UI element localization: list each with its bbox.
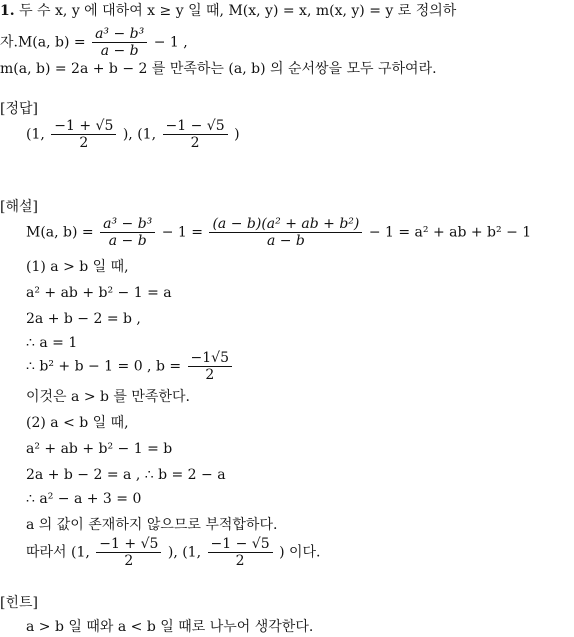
solution-conclusion-fraction-1 — [96, 536, 161, 569]
answer-fraction-2-denominator: 2 — [190, 135, 200, 151]
answer-pair-1-open: (1, — [26, 126, 45, 143]
solution-case-1-line-1: a² + ab + b² − 1 = a — [26, 285, 172, 301]
problem-text-2-prefix: 자.M(a, b) = — [0, 34, 86, 51]
problem-fraction-denominator: a − b — [100, 43, 139, 59]
solution-conclusion-fraction-2-denominator: 2 — [235, 553, 245, 569]
answer-fraction-2 — [163, 118, 228, 151]
solution-eq-fraction-1 — [100, 216, 155, 249]
problem-fraction — [92, 26, 147, 59]
solution-eq-fraction-1-numerator: a³ − b³ — [100, 216, 155, 233]
solution-heading: [해설] — [0, 199, 38, 215]
solution-eq-lhs: M(a, b) = — [26, 224, 94, 241]
problem-line-2 — [0, 26, 188, 59]
solution-case-2: (2) a < b 일 때, — [26, 415, 129, 431]
answer-heading: [정답] — [0, 101, 38, 117]
answer-fraction-1-numerator: −1 + √5 — [51, 118, 116, 135]
solution-eq-mid: − 1 = — [161, 224, 204, 241]
answer-pair-2-open: (1, — [137, 126, 157, 143]
solution-case-1-fraction-denominator: 2 — [205, 367, 215, 383]
solution-eq-fraction-2 — [209, 216, 362, 249]
solution-case-2-line-3: ∴ a² − a + 3 = 0 — [26, 491, 142, 507]
problem-text-2-suffix: − 1 , — [153, 34, 188, 51]
solution-eq-rhs: − 1 = a² + ab + b² − 1 — [368, 224, 532, 241]
answer-pair-1-close: ), — [122, 126, 133, 143]
solution-conclusion-suffix: ) 이다. — [279, 544, 321, 561]
solution-eq-fraction-1-denominator: a − b — [108, 233, 147, 249]
solution-eq-fraction-2-denominator: a − b — [266, 233, 305, 249]
solution-conclusion-fraction-1-numerator: −1 + √5 — [96, 536, 161, 553]
solution-case-1-line-4 — [26, 350, 234, 383]
solution-case-2-line-2: 2a + b − 2 = a , ∴ b = 2 − a — [26, 467, 226, 483]
solution-case-1-line-3: ∴ a = 1 — [26, 335, 78, 351]
solution-conclusion-mid: ), (1, — [167, 544, 202, 561]
solution-case-1-fraction-numerator: −1√5 — [188, 350, 232, 367]
hint-heading: [힌트] — [0, 595, 38, 611]
solution-conclusion — [26, 536, 320, 569]
solution-equation — [26, 216, 531, 249]
solution-case-1-line-4-prefix: ∴ b² + b − 1 = 0 , b = — [26, 358, 182, 375]
solution-case-2-line-1: a² + ab + b² − 1 = b — [26, 441, 173, 457]
hint-text: a > b 일 때와 a < b 일 때로 나누어 생각한다. — [26, 619, 314, 635]
solution-conclusion-fraction-2-numerator: −1 − √5 — [208, 536, 273, 553]
solution-conclusion-prefix: 따라서 (1, — [26, 544, 90, 561]
problem-text-1: 두 수 x, y 에 대하여 x ≥ y 일 때, M(x, y) = x, m(x, y) = y 로 정의하 — [19, 3, 457, 19]
answer-fraction-1-denominator: 2 — [79, 135, 89, 151]
solution-case-1-fraction — [188, 350, 232, 383]
problem-line-1 — [0, 2, 456, 20]
solution-eq-fraction-2-numerator: (a − b)(a² + ab + b²) — [209, 216, 362, 233]
answer-pair-2-close: ) — [234, 126, 240, 143]
problem-line-3: m(a, b) = 2a + b − 2 를 만족하는 (a, b) 의 순서쌍을 모두 구하여라. — [0, 61, 437, 77]
solution-case-1-line-2: 2a + b − 2 = b , — [26, 311, 141, 327]
answer-line — [26, 118, 240, 151]
solution-case-1-line-5: 이것은 a > b 를 만족한다. — [26, 389, 190, 405]
answer-fraction-2-numerator: −1 − √5 — [163, 118, 228, 135]
solution-conclusion-fraction-1-denominator: 2 — [124, 553, 134, 569]
answer-fraction-1 — [51, 118, 116, 151]
solution-case-1: (1) a > b 일 때, — [26, 259, 129, 275]
solution-case-2-line-4: a 의 값이 존재하지 않으므로 부적합하다. — [26, 517, 278, 533]
problem-fraction-numerator: a³ − b³ — [92, 26, 147, 43]
solution-conclusion-fraction-2 — [208, 536, 273, 569]
problem-number: 1. — [0, 3, 15, 19]
